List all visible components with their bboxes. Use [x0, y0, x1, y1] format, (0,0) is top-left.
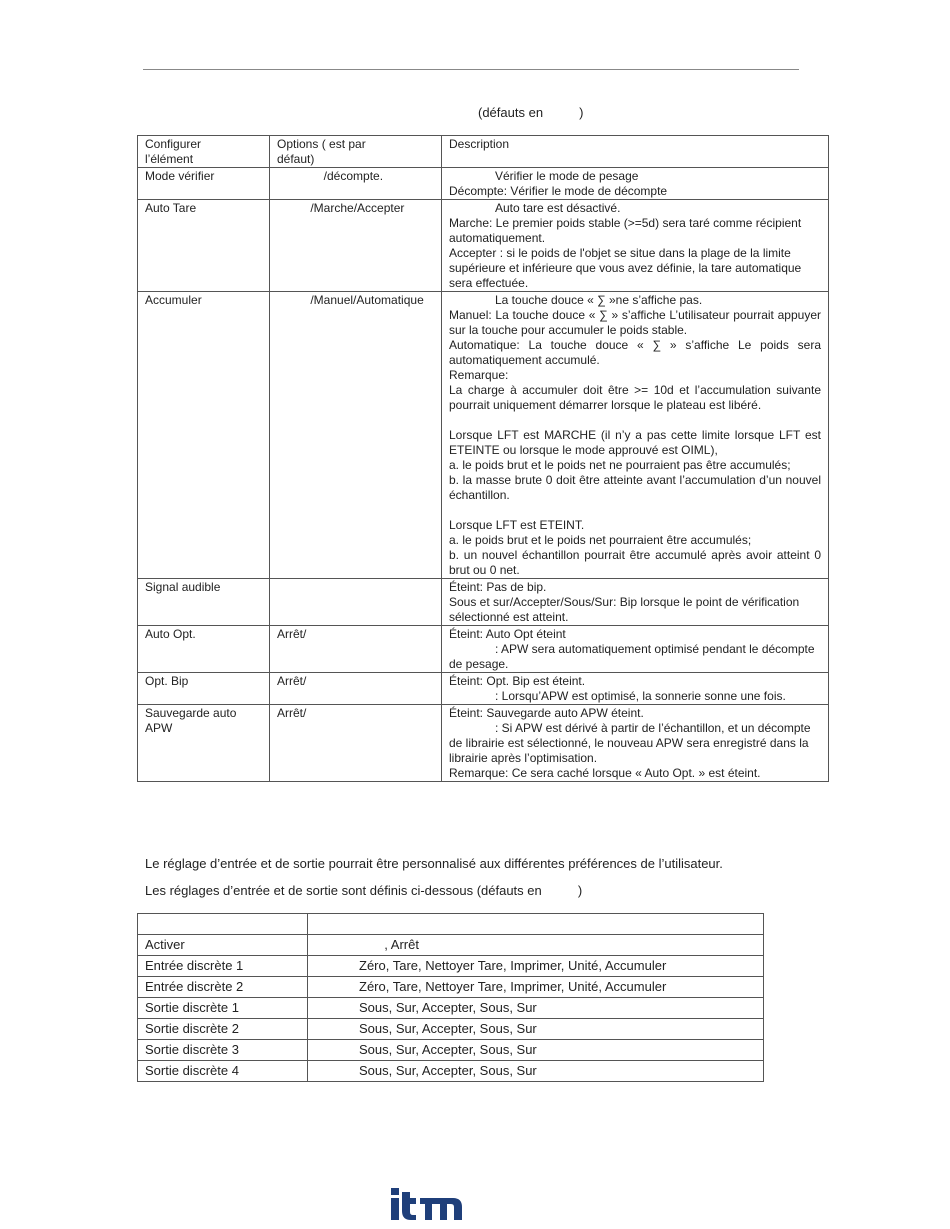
itm-logo-mark [390, 1188, 464, 1222]
description-line [449, 706, 821, 721]
description-text: Éteint: Sauvegarde auto APW éteint. [449, 706, 644, 720]
table-row [138, 998, 764, 1019]
table-row [138, 935, 764, 956]
item-cell: Mode vérifier [138, 168, 270, 200]
io-options-cell: Sous, Sur, Accepter, Sous, Sur [308, 1019, 764, 1040]
description-text: Décompte: Vérifier le mode de décompte [449, 184, 668, 198]
description-line [449, 201, 821, 216]
description-text: Éteint: Auto Opt éteint [449, 627, 566, 641]
io-setting-cell: Sortie discrète 1 [138, 998, 308, 1019]
io-intro-text: Le réglage d’entrée et de sortie pourrait être personnalisé aux différentes préférences de l’utilisateur. [145, 856, 723, 871]
table-row [138, 1061, 764, 1082]
description-line [449, 413, 821, 428]
io-setting-cell: Entrée discrète 1 [138, 956, 308, 977]
description-line [449, 674, 821, 689]
table-row [138, 579, 829, 626]
description-line [449, 308, 821, 338]
description-cell [442, 292, 829, 579]
description-text: : Si APW est dérivé à partir de l’échantillon, et un décompte de librairie est sélectionné, le nouveau APW sera enregistré dans la librairie après l’optimisation. [449, 721, 811, 765]
description-text: Lorsque LFT est ETEINT. [449, 518, 585, 532]
io-settings-table [137, 913, 764, 1082]
description-text: : APW sera automatiquement optimisé pendant le décompte de pesage. [449, 642, 815, 671]
item-cell: Auto Opt. [138, 626, 270, 673]
table-row [138, 292, 829, 579]
description-text: Sous et sur/Accepter/Sous/Sur: Bip lorsque le point de vérification sélectionné est atteint. [449, 595, 800, 624]
io-header-cell [308, 914, 764, 935]
description-line [449, 503, 821, 518]
options-cell [270, 579, 442, 626]
description-cell [442, 626, 829, 673]
description-text: a. le poids brut et le poids net ne pourraient pas être accumulés; [449, 458, 791, 472]
description-text: : Lorsqu’APW est optimisé, la sonnerie sonne une fois. [495, 689, 786, 703]
io-setting-cell: Activer [138, 935, 308, 956]
description-line [449, 642, 821, 672]
header-cell: Description [442, 136, 829, 168]
options-cell: Arrêt/ [270, 705, 442, 782]
io-defaults-text: Les réglages d’entrée et de sortie sont définis ci-dessous (défauts en ) [145, 883, 583, 898]
description-text: Éteint: Pas de bip. [449, 580, 547, 594]
description-line [449, 458, 821, 473]
table-caption: (défauts en ) [478, 105, 584, 120]
description-text: La charge à accumuler doit être >= 10d et l’accumulation suivante pourrait uniquement démarrer lorsque le plateau est libéré. [449, 383, 821, 412]
header-cell: Configurer l’élément [138, 136, 270, 168]
item-cell: Sauvegarde auto APW [138, 705, 270, 782]
options-cell: Arrêt/ [270, 626, 442, 673]
options-cell: Arrêt/ [270, 673, 442, 705]
io-options-cell: Zéro, Tare, Nettoyer Tare, Imprimer, Unité, Accumuler [308, 956, 764, 977]
description-text: Auto tare est désactivé. [495, 201, 621, 215]
io-options-cell: Sous, Sur, Accepter, Sous, Sur [308, 1040, 764, 1061]
io-header-cell [138, 914, 308, 935]
description-line [449, 216, 821, 246]
io-setting-cell: Sortie discrète 4 [138, 1061, 308, 1082]
description-line [449, 721, 821, 766]
description-line [449, 627, 821, 642]
description-text: Remarque: Ce sera caché lorsque « Auto Opt. » est éteint. [449, 766, 761, 780]
item-cell: Auto Tare [138, 200, 270, 292]
io-options-cell: , Arrêt [308, 935, 764, 956]
io-options-cell: Zéro, Tare, Nettoyer Tare, Imprimer, Unité, Accumuler [308, 977, 764, 998]
io-table-header [138, 914, 764, 935]
settings-table-header [138, 136, 829, 168]
description-line [449, 595, 821, 625]
description-cell [442, 579, 829, 626]
io-setting-cell: Sortie discrète 3 [138, 1040, 308, 1061]
description-line [449, 548, 821, 578]
table-row [138, 705, 829, 782]
item-cell: Opt. Bip [138, 673, 270, 705]
description-text: b. la masse brute 0 doit être atteinte avant l’accumulation d’un nouvel échantillon. [449, 473, 821, 502]
description-line [449, 580, 821, 595]
description-text: a. le poids brut et le poids net pourraient être accumulés; [449, 533, 752, 547]
description-cell [442, 168, 829, 200]
options-cell: /Manuel/Automatique [270, 292, 442, 579]
description-line [449, 184, 821, 199]
description-text: Lorsque LFT est MARCHE (il n’y a pas cette limite lorsque LFT est ETEINTE ou lorsque le mode approuvé est OIML), [449, 428, 821, 457]
description-text: La touche douce « ∑ »ne s’affiche pas. [495, 293, 703, 307]
io-options-cell: Sous, Sur, Accepter, Sous, Sur [308, 998, 764, 1019]
description-line [449, 293, 821, 308]
description-cell [442, 200, 829, 292]
description-line [449, 169, 821, 184]
item-cell: Signal audible [138, 579, 270, 626]
options-cell: /décompte. [270, 168, 442, 200]
description-line [449, 533, 821, 548]
table-row [138, 977, 764, 998]
description-text: Remarque: [449, 368, 509, 382]
table-row [138, 200, 829, 292]
description-text: b. un nouvel échantillon pourrait être accumulé après avoir atteint 0 brut ou 0 net. [449, 548, 821, 577]
description-line [449, 383, 821, 413]
item-cell: Accumuler [138, 292, 270, 579]
description-line [449, 368, 821, 383]
io-setting-cell: Entrée discrète 2 [138, 977, 308, 998]
description-cell [442, 673, 829, 705]
description-line [449, 338, 821, 368]
settings-table [137, 135, 829, 782]
table-row [138, 673, 829, 705]
description-line [449, 518, 821, 533]
description-text: Marche: Le premier poids stable (>=5d) sera taré comme récipient automatiquement. [449, 216, 802, 245]
description-line [449, 246, 821, 291]
description-text: Éteint: Opt. Bip est éteint. [449, 674, 586, 688]
header-rule [143, 69, 799, 70]
description-text: Manuel: La touche douce « ∑ » s’affiche L’utilisateur pourrait appuyer sur la touche pour accumuler le poids stable. [449, 308, 821, 337]
itm-logo [390, 1188, 464, 1227]
table-row [138, 168, 829, 200]
table-row [138, 1040, 764, 1061]
table-row [138, 1019, 764, 1040]
table-row [138, 956, 764, 977]
description-line [449, 428, 821, 458]
description-line [449, 766, 821, 781]
header-cell: Options ( est par défaut) [270, 136, 442, 168]
description-line [449, 473, 821, 503]
description-line [449, 689, 821, 704]
description-cell [442, 705, 829, 782]
io-options-cell: Sous, Sur, Accepter, Sous, Sur [308, 1061, 764, 1082]
table-row [138, 626, 829, 673]
description-text: Accepter : si le poids de l'objet se situe dans la plage de la limite supérieure et inférieure que vous avez définie, la tare automatique sera effectuée. [449, 246, 802, 290]
description-text: Vérifier le mode de pesage [495, 169, 639, 183]
io-setting-cell: Sortie discrète 2 [138, 1019, 308, 1040]
description-text: Automatique: La touche douce « ∑ » s’affiche Le poids sera automatiquement accumulé. [449, 338, 821, 367]
options-cell: /Marche/Accepter [270, 200, 442, 292]
